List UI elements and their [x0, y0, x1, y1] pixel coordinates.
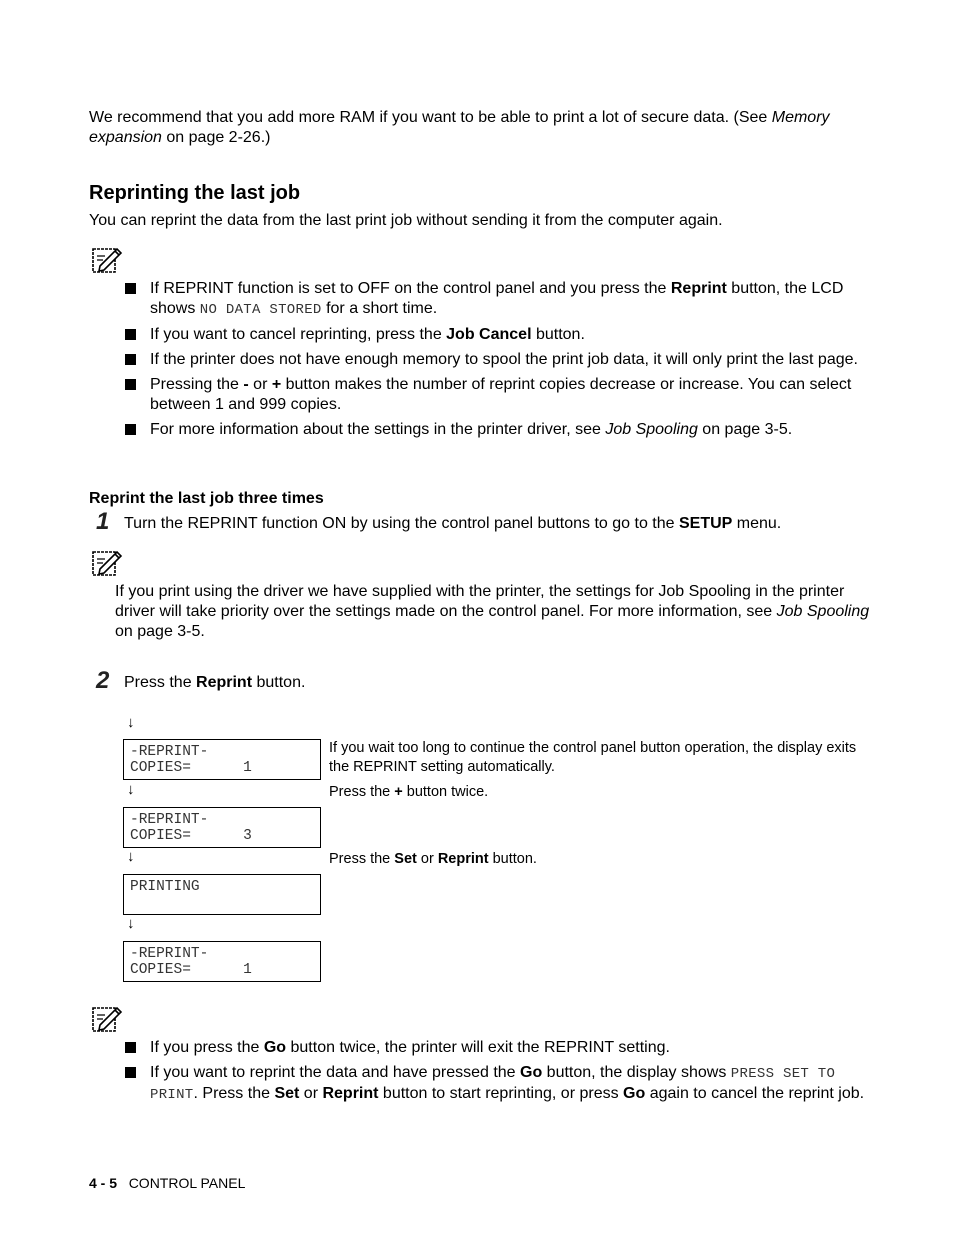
list-item: For more information about the settings in the printer driver, see Job Spooling on page 3-5. — [124, 420, 869, 440]
lcd-display: -REPRINT- COPIES= 1 — [123, 941, 321, 982]
lcd-display: -REPRINT- COPIES= 1 — [123, 739, 321, 780]
instruction-set: Press the Set or Reprint button. — [329, 851, 537, 867]
memory-expansion-ref: Memory expansion — [89, 109, 830, 146]
lcd-message: PRESS SET TO PRINT — [150, 1066, 836, 1103]
list-item: If you press the Go button twice, the printer will exit the REPRINT setting. — [124, 1038, 869, 1058]
subsection-title: Reprint the last job three times — [89, 490, 324, 507]
lcd-display: PRINTING — [123, 874, 321, 915]
list-item: If REPRINT function is set to OFF on the control panel and you press the Reprint button, the LCD shows NO DATA STORED for a short time. — [124, 279, 869, 320]
list-item: If you want to cancel reprinting, press the Job Cancel button. — [124, 325, 869, 345]
note3-list — [124, 1038, 869, 1110]
bullet-square-icon — [125, 329, 136, 340]
list-item: If the printer does not have enough memory to spool the print job data, it will only print the last page. — [124, 350, 869, 370]
section-description: You can reprint the data from the last print job without sending it from the computer again. — [89, 212, 723, 229]
section-title: Reprinting the last job — [89, 182, 301, 204]
bullet-square-icon — [125, 1042, 136, 1053]
down-arrow-icon: ↓ — [127, 714, 135, 731]
note-pencil-icon — [91, 1004, 123, 1034]
step-number: 2 — [96, 667, 110, 694]
page-footer — [89, 1173, 245, 1193]
down-arrow-icon: ↓ — [127, 915, 135, 932]
note-pencil-icon — [91, 245, 123, 275]
down-arrow-icon: ↓ — [127, 848, 135, 865]
lcd-display: -REPRINT- COPIES= 3 — [123, 807, 321, 848]
bullet-square-icon — [125, 354, 136, 365]
timeout-note: If you wait too long to continue the control panel button operation, the display exits the REPRINT setting automatically. — [329, 740, 857, 775]
note2-text: If you print using the driver we have supplied with the printer, the settings for Job Spooling in the printer driver will take priority over the settings made on the control panel. For more information, see Job Spooling on page 3-5. — [115, 583, 870, 640]
footer-section: CONTROL PANEL — [128, 1175, 246, 1191]
down-arrow-icon: ↓ — [127, 781, 135, 798]
bullet-square-icon — [125, 283, 136, 294]
lcd-message: NO DATA STORED — [199, 302, 322, 318]
list-item: If you want to reprint the data and have pressed the Go button, the display shows PRESS SET TO PRINT. Press the Set or Reprint button to start reprinting, or press Go again to cancel the reprint job. — [124, 1063, 869, 1105]
page-number: 4 - 5 — [89, 1175, 118, 1191]
bullet-square-icon — [125, 1067, 136, 1078]
bullet-square-icon — [125, 379, 136, 390]
bullet-square-icon — [125, 424, 136, 435]
step1-text: Turn the REPRINT function ON by using the control panel buttons to go to the SETUP menu. — [124, 515, 782, 532]
instruction-plus: Press the + button twice. — [329, 784, 489, 800]
list-item: Pressing the - or + button makes the number of reprint copies decrease or increase. You can select between 1 and 999 copies. — [124, 375, 869, 415]
note-pencil-icon — [91, 548, 123, 578]
step-number: 1 — [96, 508, 110, 535]
note1-list — [124, 279, 869, 445]
step2-text: Press the Reprint button. — [124, 674, 306, 691]
intro-paragraph: We recommend that you add more RAM if you want to be able to print a lot of secure data. (See Memory expansion on page 2-26.) — [89, 109, 830, 146]
